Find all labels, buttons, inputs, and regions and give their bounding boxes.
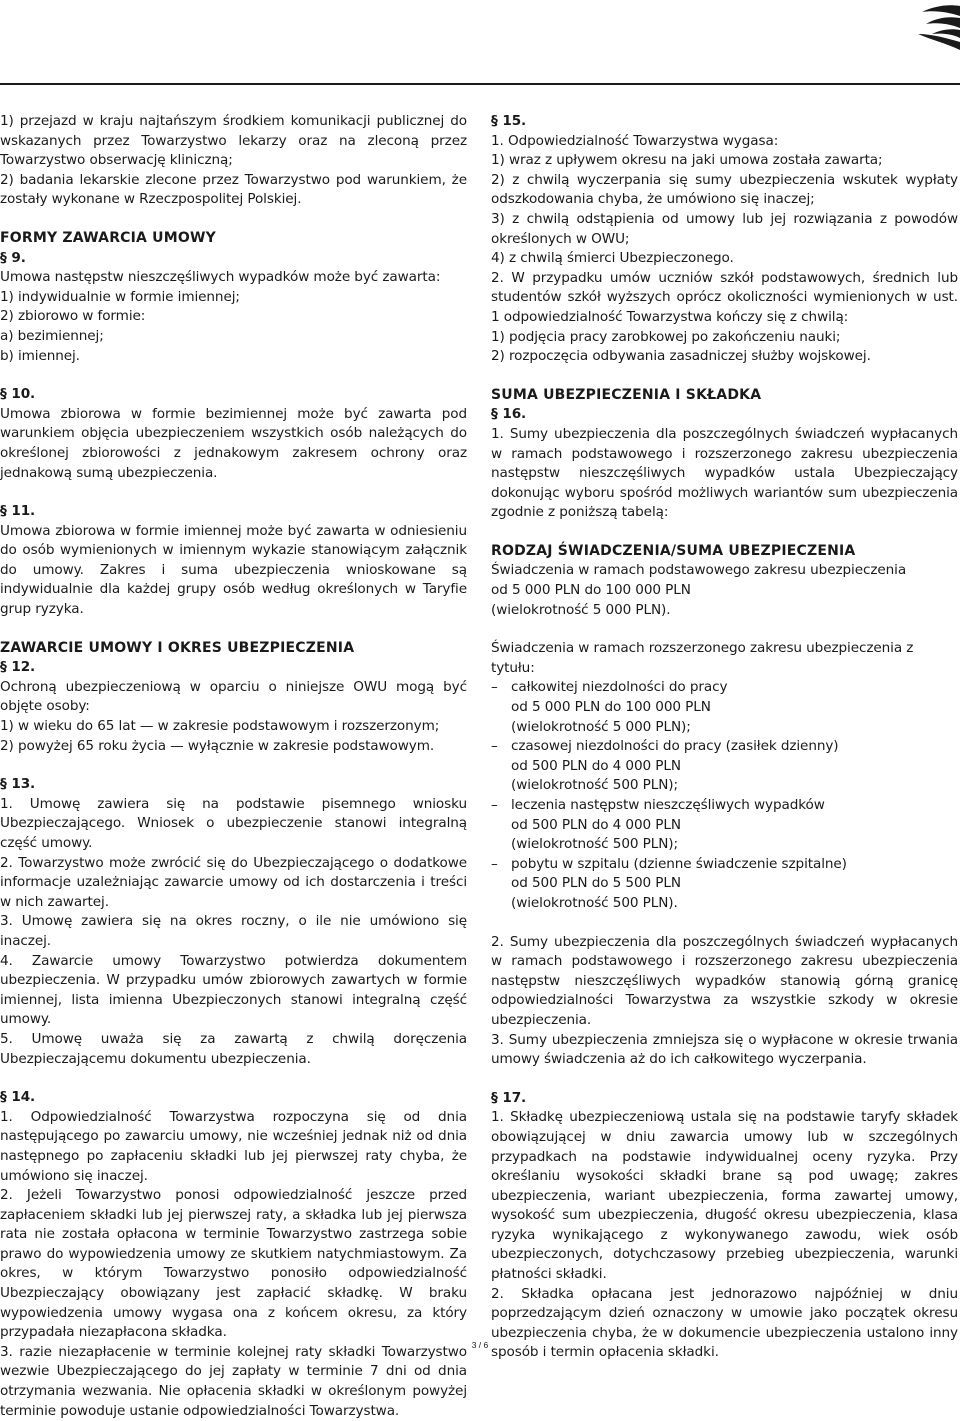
list-item: 1) w wieku do 65 lat — w zakresie podstawowym i rozszerzonym; [0, 718, 440, 735]
section-number: § 13. [0, 776, 36, 793]
list-item [491, 796, 958, 816]
paragraph: 2. Jeżeli Towarzystwo ponosi odpowiedzialność jeszcze przed zapłaceniem składki lub jej pierwszej raty, a składka lub jej pierwsza rata nie została opłacona w terminie Towarzystwo zastrzega sobie prawo do wypowiedzenia umowy ze skutkiem natychmiastowym. Za okres, w którym Towarzystwo ponosiło odpowiedzialność Ubezpieczający obowiązany jest zapłacić składkę. W braku wypowiedzenia umowy wygasa ona z końcem okresu, za który przypadała niezapłacona składka. [0, 1187, 467, 1341]
section-number: § 14. [0, 1089, 36, 1106]
paragraph: 3. Sumy ubezpieczenia zmniejsza się o wypłacone w okresie trwania umowy świadczenia aż do ich całkowitego wyczerpania. [491, 1031, 958, 1068]
paragraph: 2. Sumy ubezpieczenia dla poszczególnych świadczeń wypłacanych w ramach podstawowego i rozszerzonego zakresu ubezpieczenia następstw nieszczęśliwych wypadków stanowią górną granicę odpowiedzialności Towarzystwa za wszystkie szkody w okresie ubezpieczenia. [491, 933, 958, 1028]
right-column [491, 112, 958, 1363]
list-item: 2) powyżej 65 roku życia — wyłącznie w zakresie podstawowym. [0, 737, 435, 754]
benefit-multiple: (wielokrotność 5 000 PLN); [511, 718, 691, 735]
paragraph: 5. Umowę uważa się za zawartą z chwilą doręczenia Ubezpieczającemu dokumentu ubezpieczenia. [0, 1030, 467, 1067]
section-number: § 16. [491, 406, 527, 423]
paragraph: Umowa zbiorowa w formie bezimiennej może być zawarta pod warunkiem objęcia ubezpieczeniem wszystkich osób należących do określonej zbiorowości z jednakowym zakresem ochrony oraz jednakową sumą ubezpieczenia. [0, 405, 467, 481]
paragraph: Umowa zbiorowa w formie imiennej może być zawarta w odniesieniu do osób wymienionych w imiennym wykazie stanowiącym załącznik do umowy. Zakres i suma ubezpieczenia wnioskowane są indywidualnie dla każdej grupy osób według określonych w Taryfie grup ryzyka. [0, 522, 467, 618]
list-item [491, 855, 958, 875]
paragraph: Umowa następstw nieszczęśliwych wypadków może być zawarta: [0, 269, 441, 286]
section-heading: SUMA UBEZPIECZENIA I SKŁADKA [491, 386, 762, 403]
list-item: 1) wraz z upływem okresu na jaki umowa została zawarta; [491, 152, 883, 169]
list-item [491, 678, 958, 698]
list-item: 4) z chwilą śmierci Ubezpieczonego. [491, 250, 734, 267]
paragraph: 1) przejazd w kraju najtańszym środkiem komunikacji publicznej do wskazanych przez Towarzystwo lekarzy oraz na zleconą przez Towarzystwo obserwację kliniczną; [0, 113, 467, 169]
dash-mark: – [491, 679, 498, 696]
paragraph: 1. Umowę zawiera się na podstawie pisemnego wniosku Ubezpieczającego. Wniosek o ubezpieczenie stanowi integralną część umowy. [0, 795, 467, 851]
extended-title: Świadczenia w ramach rozszerzonego zakresu ubezpieczenia z tytułu: [491, 640, 914, 676]
page-number: 3 / 6 [471, 1340, 489, 1350]
benefit-multiple: (wielokrotność 500 PLN); [511, 777, 678, 794]
paragraph: 3. Umowę zawiera się na okres roczny, o ile nie umówiono się inaczej. [0, 913, 467, 949]
list-item: a) bezimiennej; [0, 327, 104, 344]
list-item [491, 737, 958, 757]
table-heading: RODZAJ ŚWIADCZENIA/SUMA UBEZPIECZENIA [491, 542, 856, 559]
section-number: § 17. [491, 1089, 527, 1106]
benefit-range: od 500 PLN do 4 000 PLN [511, 757, 681, 774]
company-logo-icon [912, 0, 960, 50]
section-number: § 11. [0, 503, 36, 520]
paragraph: 2. Składka opłacana jest jednorazowo najpóźniej w dniu poprzedzającym dzień oznaczony w umowie jako początek okresu ubezpieczenia chyba, że w dokumencie ubezpieczenia ustalono inny sposób i termin opłacenia składki. [491, 1285, 958, 1361]
paragraph: 4. Zawarcie umowy Towarzystwo potwierdza dokumentem ubezpieczenia. W przypadku umów zbiorowych zawartych w formie imiennej, lista imienna Ubezpieczonych stanowi integralną część umowy. [0, 952, 467, 1028]
section-heading: FORMY ZAWARCIA UMOWY [0, 229, 216, 246]
paragraph: 1. Składkę ubezpieczeniową ustala się na podstawie taryfy składek obowiązującej w dniu zawarcia umowy lub w szczególnych przypadkach na podstawie indywidualnej oceny ryzyka. Przy określaniu wysokości składki brane są pod uwagę; zakres ubezpieczenia, wariant ubezpieczenia, forma zawartej umowy, wysokość sum ubezpieczenia, długość okresu ubezpieczenia, klasa ryzyka wynikającego z wykonywanego zawodu, wiek osób ubezpieczonych, dotychczasowy przebieg ubezpieczenia, warunki płatności składki. [491, 1109, 958, 1283]
benefit-multiple: (wielokrotność 5 000 PLN). [491, 601, 671, 618]
list-item: b) imiennej. [0, 347, 80, 364]
section-number: § 9. [0, 249, 26, 266]
header-rule [0, 83, 960, 85]
benefit-multiple: (wielokrotność 500 PLN). [511, 894, 678, 911]
left-column [0, 112, 467, 1421]
paragraph: 1. Odpowiedzialność Towarzystwa wygasa: [491, 132, 779, 149]
list-item: 3) z chwilą odstąpienia od umowy lub jej rozwiązania z powodów określonych w OWU; [491, 210, 958, 247]
benefit-range: od 5 000 PLN do 100 000 PLN [491, 582, 691, 599]
benefit-basic: Świadczenia w ramach podstawowego zakresu ubezpieczenia [491, 562, 907, 579]
list-item: 1) indywidualnie w formie imiennej; [0, 288, 240, 305]
list-item: 2) zbiorowo w formie: [0, 308, 146, 325]
list-item: 2) rozpoczęcia odbywania zasadniczej służby wojskowej. [491, 348, 871, 365]
paragraph: 3. razie niezapłacenie w terminie kolejnej raty składki Towarzystwo wezwie Ubezpieczającego do jej zapłaty w terminie 7 dni od dnia otrzymania wezwania. Nie opłacenia składki w określonym powyżej terminie powoduje ustanie odpowiedzialności Towarzystwa. [0, 1343, 467, 1419]
benefit-range: od 500 PLN do 4 000 PLN [511, 816, 681, 833]
benefit-title: czasowej niezdolności do pracy (zasiłek dzienny) [511, 738, 839, 755]
list-item: 2) z chwilą wyczerpania się sumy ubezpieczenia wskutek wypłaty odszkodowania chyba, że umówiono się inaczej; [491, 171, 958, 208]
benefit-title: całkowitej niezdolności do pracy [511, 679, 728, 696]
paragraph: 2) badania lekarskie zlecone przez Towarzystwo pod warunkiem, że zostały wykonane w Rzeczpospolitej Polskiej. [0, 171, 467, 208]
list-item: 1) podjęcia pracy zarobkowej po zakończeniu nauki; [491, 328, 841, 345]
paragraph: 1. Sumy ubezpieczenia dla poszczególnych świadczeń wypłacanych w ramach podstawowego i rozszerzonego zakresu ubezpieczenia następstw nieszczęśliwych wypadków ustala Ubezpieczający dokonując wyboru spośród możliwych wariantów sum ubezpieczenia zgodnie z poniższą tabelą: [491, 425, 958, 521]
benefit-list [491, 678, 958, 913]
dash-mark: – [491, 738, 498, 755]
benefit-title: pobytu w szpitalu (dzienne świadczenie szpitalne) [511, 855, 847, 872]
section-number: § 10. [0, 386, 36, 403]
paragraph: 2. W przypadku umów uczniów szkół podstawowych, średnich lub studentów szkół wyższych oprócz okoliczności wymienionych w ust. 1 odpowiedzialność Towarzystwa kończy się z chwilą: [491, 269, 958, 325]
paragraph: 2. Towarzystwo może zwrócić się do Ubezpieczającego o dodatkowe informacje uzależniając zawarcie umowy od ich dostarczenia i treści w nich zawartej. [0, 854, 467, 910]
benefit-title: leczenia następstw nieszczęśliwych wypadków [511, 797, 825, 813]
benefit-multiple: (wielokrotność 500 PLN); [511, 836, 678, 853]
benefit-range: od 5 000 PLN do 100 000 PLN [511, 699, 711, 716]
dash-mark: – [491, 855, 498, 872]
paragraph: Ochroną ubezpieczeniową w oparciu o niniejsze OWU mogą być objęte osoby: [0, 678, 467, 715]
section-heading: ZAWARCIE UMOWY I OKRES UBEZPIECZENIA [0, 639, 355, 656]
dash-mark: – [491, 797, 498, 813]
benefit-range: od 500 PLN do 5 500 PLN [511, 875, 681, 892]
section-number: § 12. [0, 659, 36, 676]
section-number: § 15. [491, 113, 527, 129]
paragraph: 1. Odpowiedzialność Towarzystwa rozpoczyna się od dnia następującego po zawarciu umowy, nie wcześniej jednak niż od dnia następnego po zapłaceniu składki lub jej pierwszej raty chyba, że umówiono się inaczej. [0, 1108, 467, 1184]
